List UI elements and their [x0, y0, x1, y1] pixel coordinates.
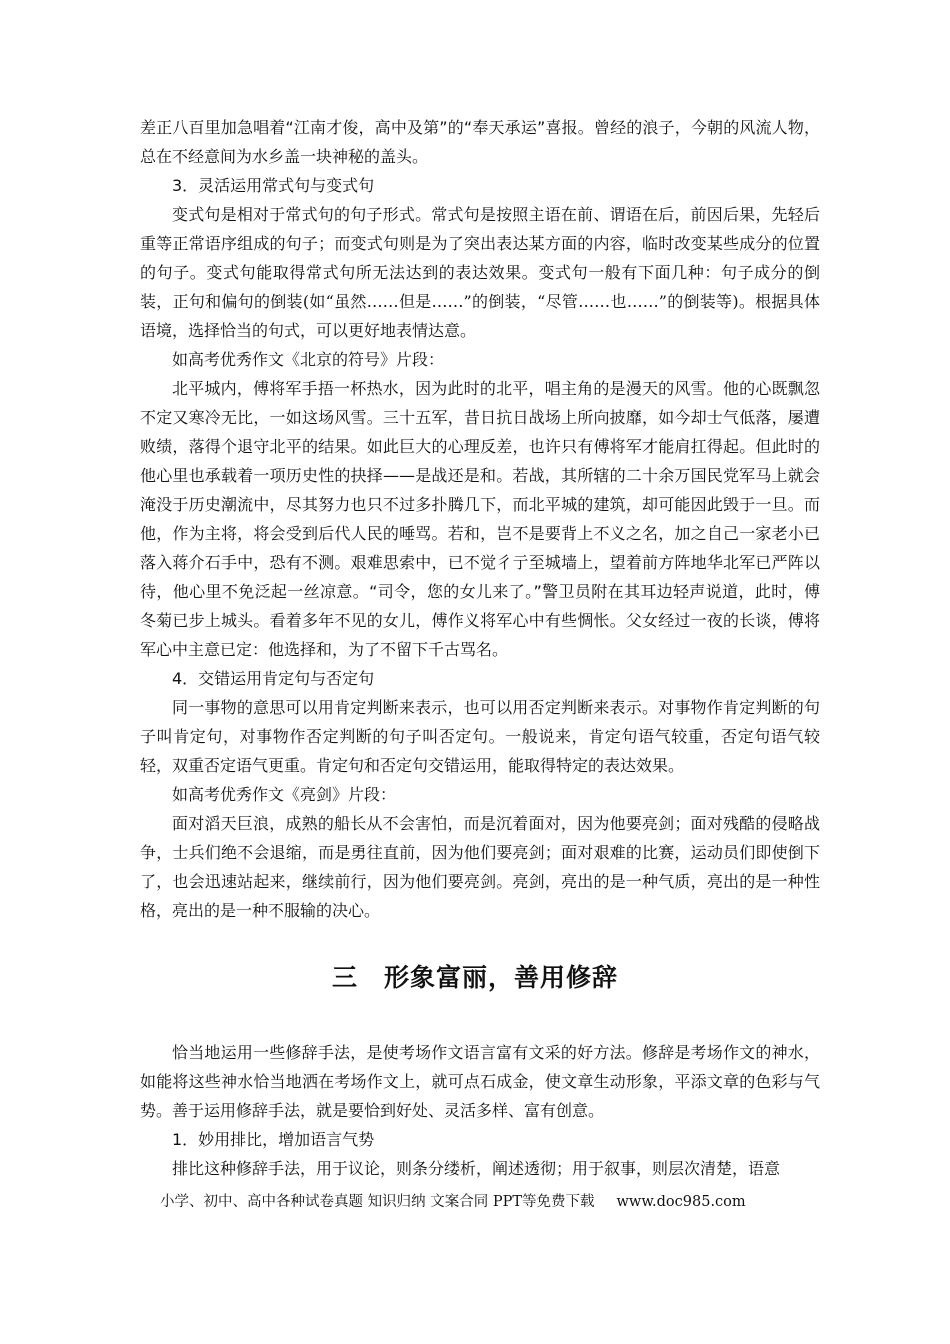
paragraph-4-example: 面对滔天巨浪，成熟的船长从不会害怕，而是沉着面对，因为他要亮剑；面对残酷的侵略战争，士兵们绝不会退缩，而是勇往直前，因为他们要亮剑；面对艰难的比赛，运动员们即使倒下了，也会迅速站起来，继续前行，因为他们要亮剑。亮剑，亮出的是一种气质，亮出的是一种性格，亮出的是一种不服输的决心。 — [140, 814, 820, 920]
paragraph-4-example-intro: 如高考优秀作文《亮剑》片段： — [172, 785, 397, 804]
intro-paragraph: 差正八百里加急唱着“江南才俊，高中及第”的“奉天承运”喜报。曾经的浪子，今朝的风流人物，总在不经意间为水乡盖一块神秘的盖头。 — [140, 118, 820, 166]
section-a — [140, 113, 820, 925]
section-b-paragraph: 恰当地运用一些修辞手法，是使考场作文语言富有文采的好方法。修辞是考场作文的神水，如能将这些神水恰当地洒在考场作文上，就可点石成金，使文章生动形象，平添文章的色彩与气势。善于运用修辞手法，就是要恰到好处、灵活多样、富有创意。 — [140, 1043, 820, 1120]
footer-text: 小学、初中、高中各种试卷真题 知识归纳 文案合同 PPT等免费下载 — [160, 1194, 595, 1210]
heading-1: 1．妙用排比，增加语言气势 — [172, 1130, 375, 1149]
paragraph-1-body: 排比这种修辞手法，用于议论，则条分缕析，阐述透彻；用于叙事，则层次清楚，语意 — [172, 1159, 781, 1178]
section-b — [140, 1038, 820, 1183]
heading-4: 4．交错运用肯定句与否定句 — [172, 669, 375, 688]
section-title: 三 形象富丽，善用修辞 — [331, 963, 618, 992]
heading-3: 3．灵活运用常式句与变式句 — [172, 176, 375, 195]
footer-url[interactable]: www.doc985.com — [616, 1194, 746, 1210]
paragraph-3-example: 北平城内，傅将军手捂一杯热水，因为此时的北平，唱主角的是漫天的风雪。他的心既飘忽不定又寒冷无比，一如这场风雪。三十五军，昔日抗日战场上所向披靡，如今却士气低落，屡遭败绩，落得个退守北平的结果。如此巨大的心理反差，也许只有傅将军才能肩扛得起。但此时的他心里也承载着一项历史性的抉择——是战还是和。若战，其所辖的二十余万国民党军马上就会淹没于历史潮流中，尽其努力也只不过多扑腾几下，而北平城的建筑，却可能因此毁于一旦。而他，作为主将，将会受到后代人民的唾骂。若和，岂不是要背上不义之名，加之自己一家老小已落入蒋介石手中，恐有不测。艰难思索中，已不觉彳亍至城墙上，望着前方阵地华北军已严阵以待，他心里不免泛起一丝凉意。“司令，您的女儿来了。”警卫员附在其耳边轻声说道，此时，傅冬菊已步上城头。看着多年不见的女儿，傅作义将军心中有些惆怅。父女经过一夜的长谈，傅将军心中主意已定：他选择和，为了不留下千古骂名。 — [140, 379, 820, 659]
paragraph-3-body: 变式句是相对于常式句的句子形式。常式句是按照主语在前、谓语在后，前因后果，先轻后重等正常语序组成的句子；而变式句则是为了突出表达某方面的内容，临时改变某些成分的位置的句子。变式句能取得常式句所无法达到的表达效果。变式句一般有下面几种：句子成分的倒装，正句和偏句的倒装(如“虽然……但是……”的倒装，“尽管……也……”的倒装等)。根据具体语境，选择恰当的句式，可以更好地表情达意。 — [140, 205, 820, 340]
paragraph-3-example-intro: 如高考优秀作文《北京的符号》片段： — [172, 350, 445, 369]
paragraph-4-body: 同一事物的意思可以用肯定判断来表示，也可以用否定判断来表示。对事物作肯定判断的句子叫肯定句，对事物作否定判断的句子叫否定句。一般说来，肯定句语气较重，否定句语气较轻，双重否定语气更重。肯定句和否定句交错运用，能取得特定的表达效果。 — [140, 698, 820, 775]
page-footer — [160, 1192, 860, 1212]
